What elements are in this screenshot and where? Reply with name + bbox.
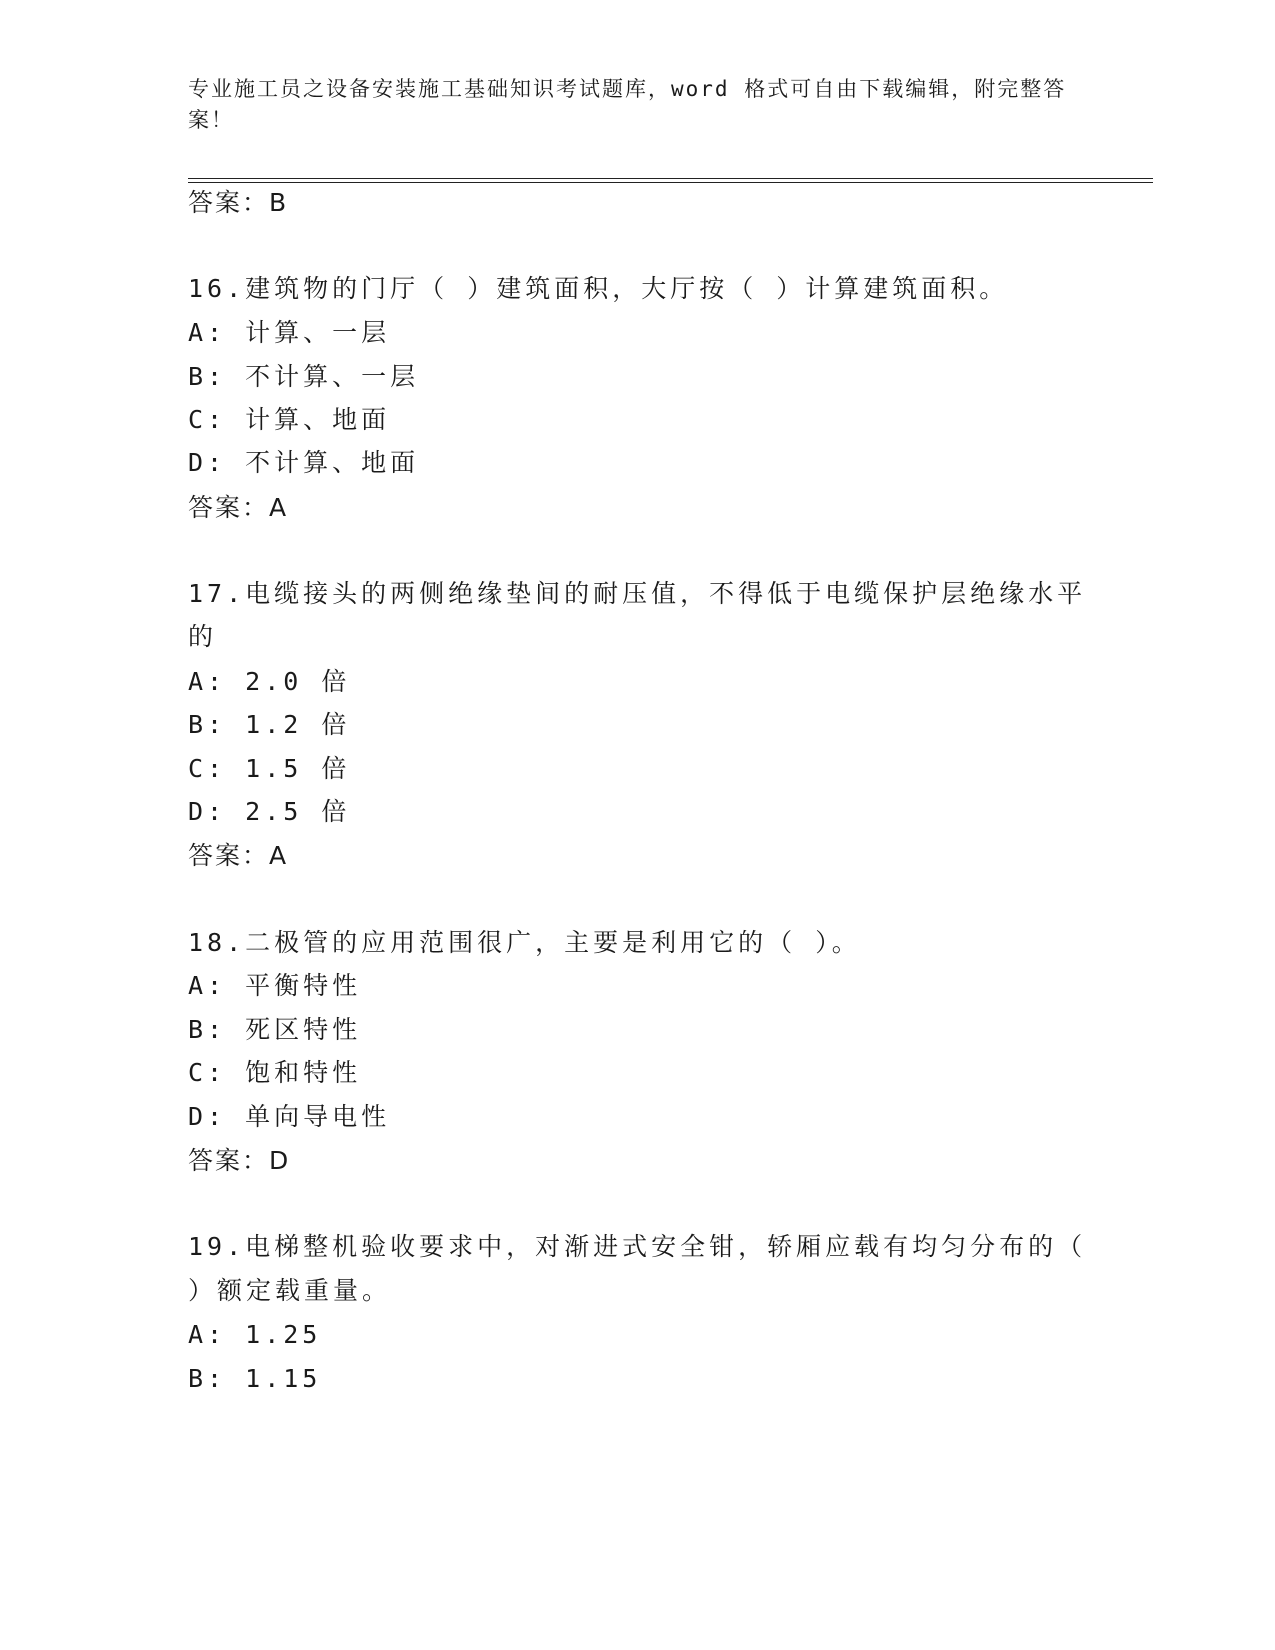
question-18-answer: 答案：D (188, 1146, 291, 1175)
question-17-option-a: A: 2.0 倍 (188, 667, 351, 696)
question-16-stem: 16.建筑物的门厅（ ）建筑面积，大厅按（ ）计算建筑面积。 (188, 274, 1009, 303)
question-17-stem-line-1: 17.电缆接头的两侧绝缘垫间的耐压值，不得低于电缆保护层绝缘水平 (188, 579, 1087, 608)
header-rule-top (188, 178, 1153, 179)
question-18-option-b: B: 死区特性 (188, 1015, 362, 1044)
header-rule-bottom (188, 182, 1153, 183)
question-17-stem-line-2: 的 (188, 622, 218, 651)
question-16-option-a: A: 计算、一层 (188, 318, 391, 347)
question-16-option-b: B: 不计算、一层 (188, 362, 420, 391)
question-19-stem-line-2: ）额定载重量。 (188, 1276, 392, 1305)
question-18-stem: 18.二极管的应用范围很广，主要是利用它的（ ）。 (188, 928, 861, 957)
question-17-option-c: C: 1.5 倍 (188, 754, 351, 783)
question-18-option-d: D: 单向导电性 (188, 1102, 391, 1131)
question-19-stem-line-1: 19.电梯整机验收要求中，对渐进式安全钳，轿厢应载有均匀分布的（ (188, 1232, 1087, 1261)
question-17-option-b: B: 1.2 倍 (188, 710, 351, 739)
question-16-option-d: D: 不计算、地面 (188, 448, 420, 477)
question-18-option-c: C: 饱和特性 (188, 1058, 362, 1087)
question-19-option-b: B: 1.15 (188, 1364, 322, 1393)
question-18-option-a: A: 平衡特性 (188, 971, 362, 1000)
question-19-option-a: A: 1.25 (188, 1320, 322, 1349)
question-16-option-c: C: 计算、地面 (188, 405, 391, 434)
question-17-answer: 答案：A (188, 841, 289, 870)
question-16-answer: 答案：A (188, 493, 289, 522)
question-17-option-d: D: 2.5 倍 (188, 797, 351, 826)
document-header: 专业施工员之设备安装施工基础知识考试题库，word 格式可自由下载编辑，附完整答案！ (188, 77, 1067, 132)
previous-answer: 答案：B (188, 188, 289, 217)
